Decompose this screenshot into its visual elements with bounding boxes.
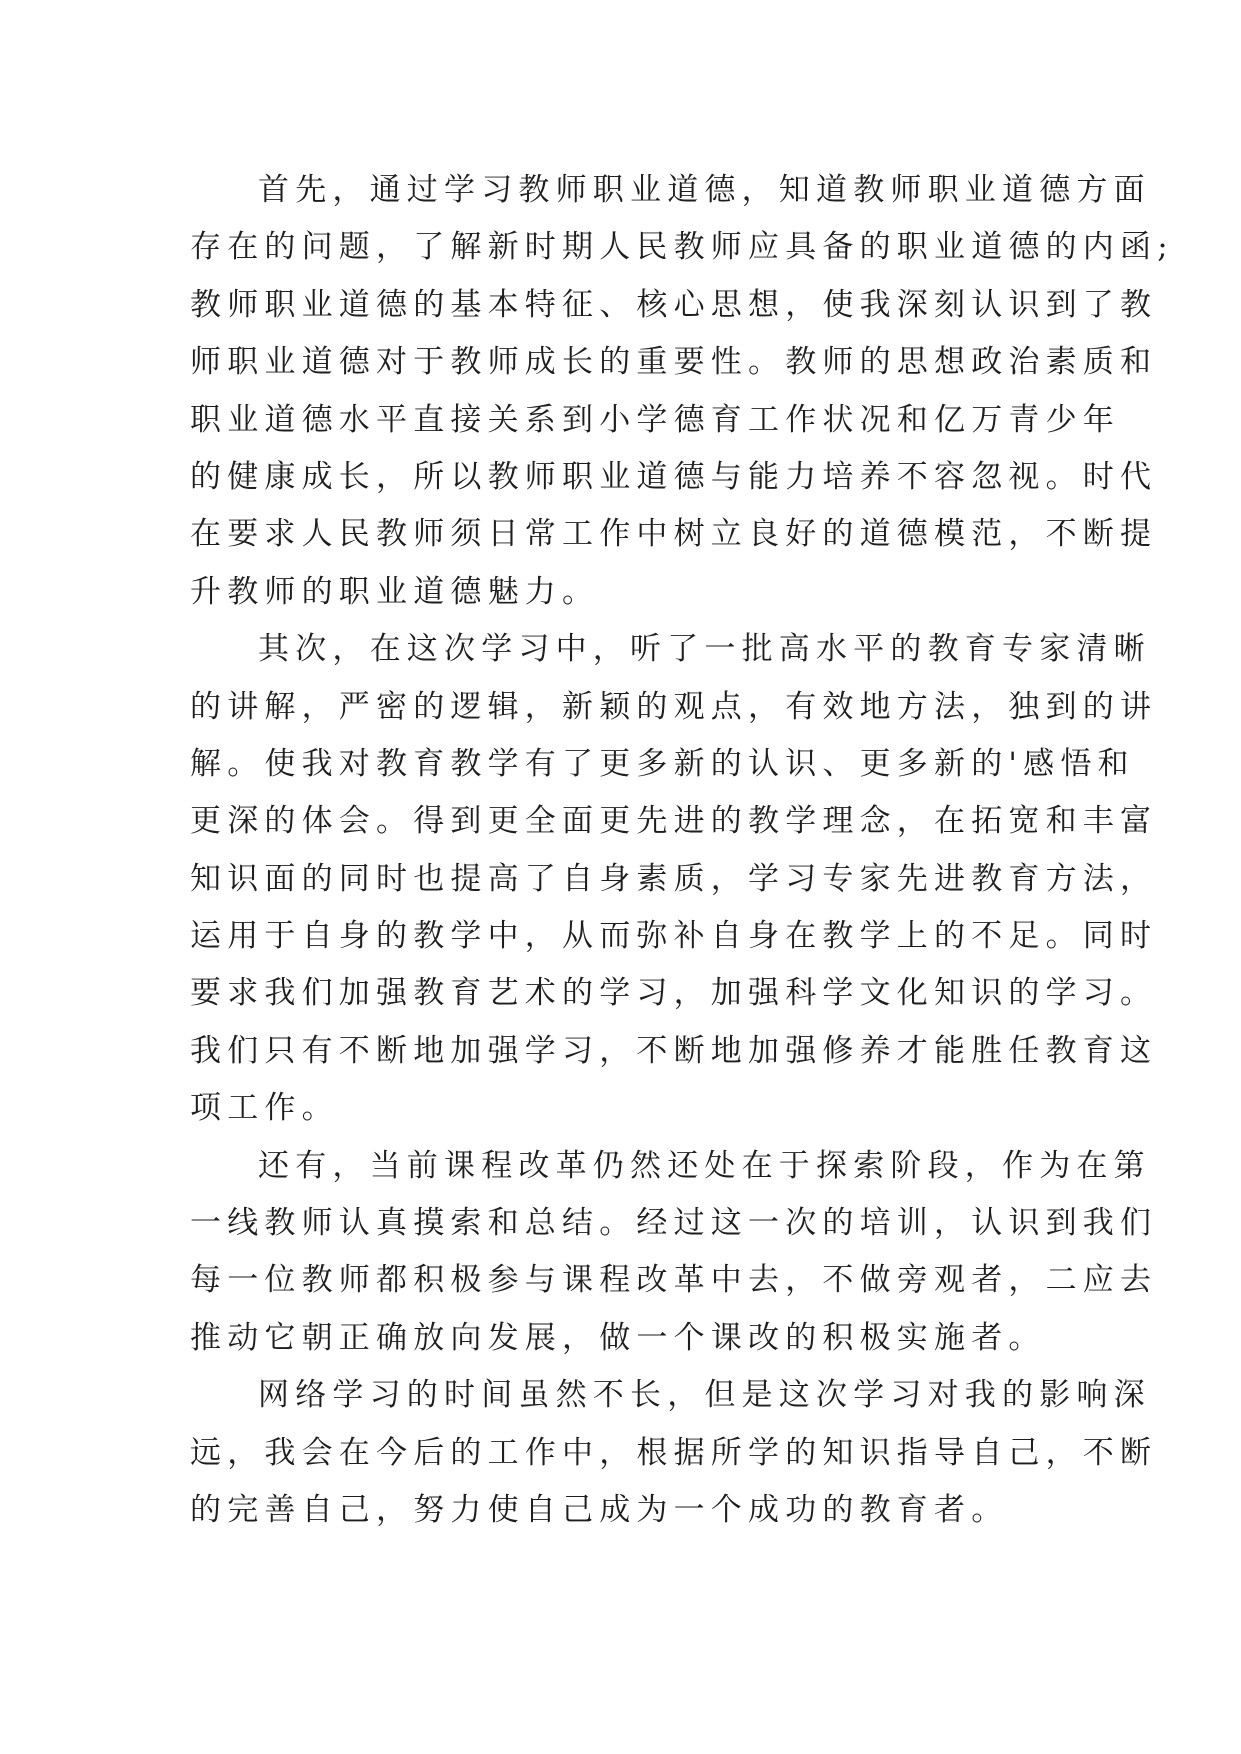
paragraph-line: 网络学习的时间虽然不长，但是这次学习对我的影响深 [258, 1377, 1151, 1414]
paragraph-line: 的完善自己，努力使自己成为一个成功的教育者。 [190, 1491, 1009, 1528]
paragraph-line: 更深的体会。得到更全面更先进的教学理念，在拓宽和丰富 [190, 803, 1158, 840]
paragraph-line: 师职业道德对于教师成长的重要性。教师的思想政治素质和 [190, 344, 1158, 381]
paragraph-line: 运用于自身的教学中，从而弥补自身在教学上的不足。同时 [190, 918, 1158, 955]
paragraph-line: 的健康成长，所以教师职业道德与能力培养不容忽视。时代 [190, 458, 1158, 495]
paragraph-line: 项工作。 [190, 1090, 339, 1127]
paragraph-line: 在要求人民教师须日常工作中树立良好的道德模范，不断提 [190, 516, 1158, 553]
paragraph-line: 升教师的职业道德魅力。 [190, 573, 600, 610]
paragraph-line: 一线教师认真摸索和总结。经过这一次的培训，认识到我们 [190, 1205, 1158, 1242]
paragraph-line: 远，我会在今后的工作中，根据所学的知识指导自己，不断 [190, 1434, 1158, 1471]
paragraph-line: 的讲解，严密的逻辑，新颖的观点，有效地方法，独到的讲 [190, 688, 1158, 725]
paragraph-line: 推动它朝正确放向发展，做一个课改的积极实施者。 [190, 1319, 1046, 1356]
paragraph-line: 职业道德水平直接关系到小学德育工作状况和亿万青少年 [190, 401, 1120, 438]
paragraph-line: 每一位教师都积极参与课程改革中去，不做旁观者，二应去 [190, 1262, 1158, 1299]
paragraph-3 [190, 1138, 1158, 1368]
paragraph-1 [190, 162, 1174, 621]
paragraph-line: 首先，通过学习教师职业道德，知道教师职业道德方面 [258, 172, 1151, 208]
paragraph-line: 教师职业道德的基本特征、核心思想，使我深刻认识到了教 [190, 286, 1158, 323]
paragraph-line: 要求我们加强教育艺术的学习，加强科学文化知识的学习。 [190, 975, 1158, 1012]
paragraph-line: 还有，当前课程改革仍然还处在于探索阶段，作为在第 [258, 1147, 1151, 1184]
paragraph-line: 我们只有不断地加强学习，不断地加强修养才能胜任教育这 [190, 1032, 1158, 1069]
paragraph-line: 解。使我对教育教学有了更多新的认识、更多新的'感悟和 [190, 745, 1135, 782]
paragraph-4 [190, 1367, 1158, 1539]
paragraph-line: 其次，在这次学习中，听了一批高水平的教育专家清晰 [258, 631, 1151, 668]
document-body [190, 162, 1174, 1539]
paragraph-line: 知识面的同时也提高了自身素质，学习专家先进教育方法， [190, 860, 1158, 897]
paragraph-2 [190, 621, 1158, 1138]
paragraph-line: 存在的问题，了解新时期人民教师应具备的职业道德的内函; [190, 229, 1174, 266]
